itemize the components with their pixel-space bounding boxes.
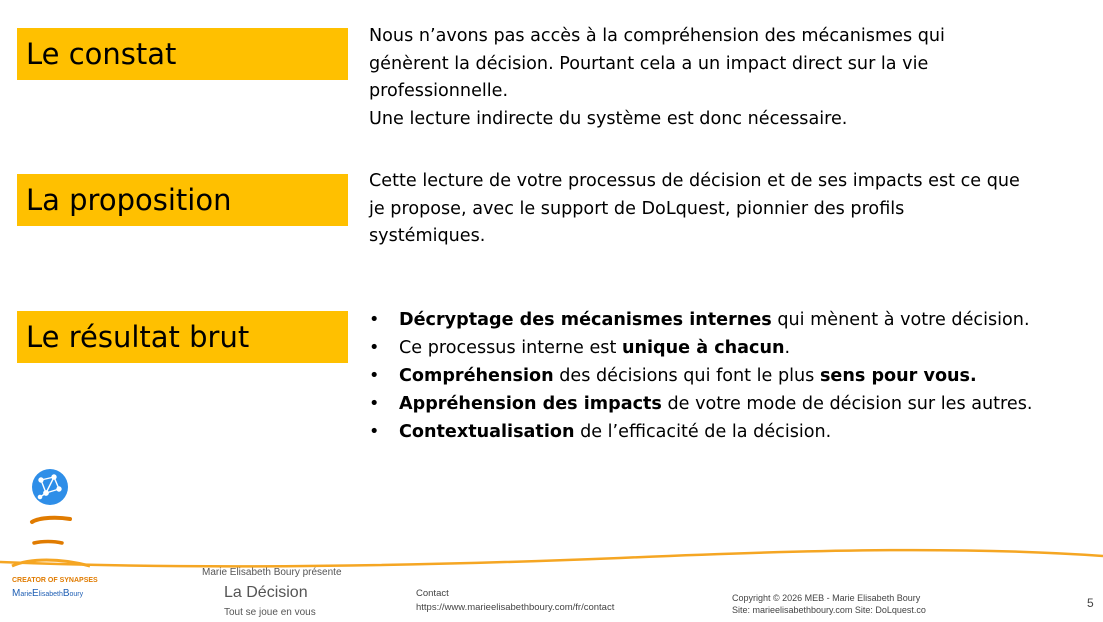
logo-name-part: lisabeth: [38, 591, 63, 598]
footer-sites: Site: marieelisabethboury.com Site: DoLquest.co: [732, 605, 926, 615]
text-line: je propose, avec le support de DoLquest, pionnier des profils: [369, 198, 905, 219]
text-line: systémiques.: [369, 226, 486, 246]
footer-title: La Décision: [224, 584, 308, 601]
plain-text: des décisions qui font le plus: [553, 366, 820, 386]
list-item: [369, 334, 1032, 362]
footer-subtitle: Tout se joue en vous: [224, 607, 316, 618]
footer-contact-link[interactable]: https://www.marieelisabethboury.com/fr/contact: [416, 602, 615, 613]
logo-name-initial: B: [62, 588, 70, 599]
bold-text: sens pour vous.: [819, 366, 977, 386]
text-line: Nous n’avons pas accès à la compréhension des mécanismes qui: [369, 26, 945, 46]
constat-text: [369, 23, 1069, 133]
logo-name-part: oury: [69, 591, 84, 598]
text-line: génèrent la décision. Pourtant cela a un impact direct sur la vie: [369, 53, 929, 74]
bold-text: unique à chacun: [621, 338, 785, 358]
footer-contact-label: Contact: [416, 588, 449, 599]
plain-text: de votre mode de décision sur les autres.: [661, 394, 1033, 414]
bold-text: Compréhension: [399, 366, 554, 386]
bold-text: Contextualisation: [399, 422, 575, 442]
network-globe-icon: [10, 466, 95, 576]
footer-copyright: Copyright © 2026 MEB - Marie Elisabeth Boury: [732, 593, 921, 603]
list-item: [369, 418, 1032, 446]
logo-tagline: CREATOR OF SYNAPSES: [12, 577, 98, 584]
text-line: Une lecture indirecte du système est donc nécessaire.: [369, 108, 848, 129]
logo: [10, 466, 98, 606]
section-label-proposition: La proposition: [17, 174, 348, 226]
footer-wave: [0, 540, 1103, 580]
plain-text: .: [784, 338, 791, 358]
bold-text: Appréhension des impacts: [399, 394, 662, 414]
text-line: professionnelle.: [369, 81, 509, 101]
logo-name-initial: E: [32, 588, 39, 599]
plain-text: qui mènent à votre décision.: [771, 310, 1030, 330]
page-number: 5: [1087, 596, 1094, 610]
bullet-icon: •: [369, 310, 380, 330]
logo-name: [12, 588, 83, 599]
bullet-icon: •: [369, 394, 380, 414]
text-line: Cette lecture de votre processus de décision et de ses impacts est ce que: [369, 171, 1020, 191]
bold-text: Décryptage des mécanismes internes: [399, 310, 772, 330]
bullet-icon: •: [369, 366, 380, 386]
list-item: [369, 362, 1032, 390]
plain-text: Ce processus interne est: [399, 338, 622, 358]
proposition-text: [369, 168, 1069, 251]
list-item: [369, 306, 1032, 334]
logo-name-part: arie: [20, 591, 33, 598]
list-item: [369, 390, 1032, 418]
section-label-resultat: Le résultat brut: [17, 311, 348, 363]
section-label-constat: Le constat: [17, 28, 348, 80]
resultat-bullet-list: [369, 306, 1032, 446]
logo-name-initial: M: [12, 588, 21, 599]
bullet-icon: •: [369, 338, 380, 358]
footer-presenter: Marie Elisabeth Boury présente: [202, 567, 342, 578]
plain-text: de l’efficacité de la décision.: [574, 422, 832, 442]
bullet-icon: •: [369, 422, 380, 442]
